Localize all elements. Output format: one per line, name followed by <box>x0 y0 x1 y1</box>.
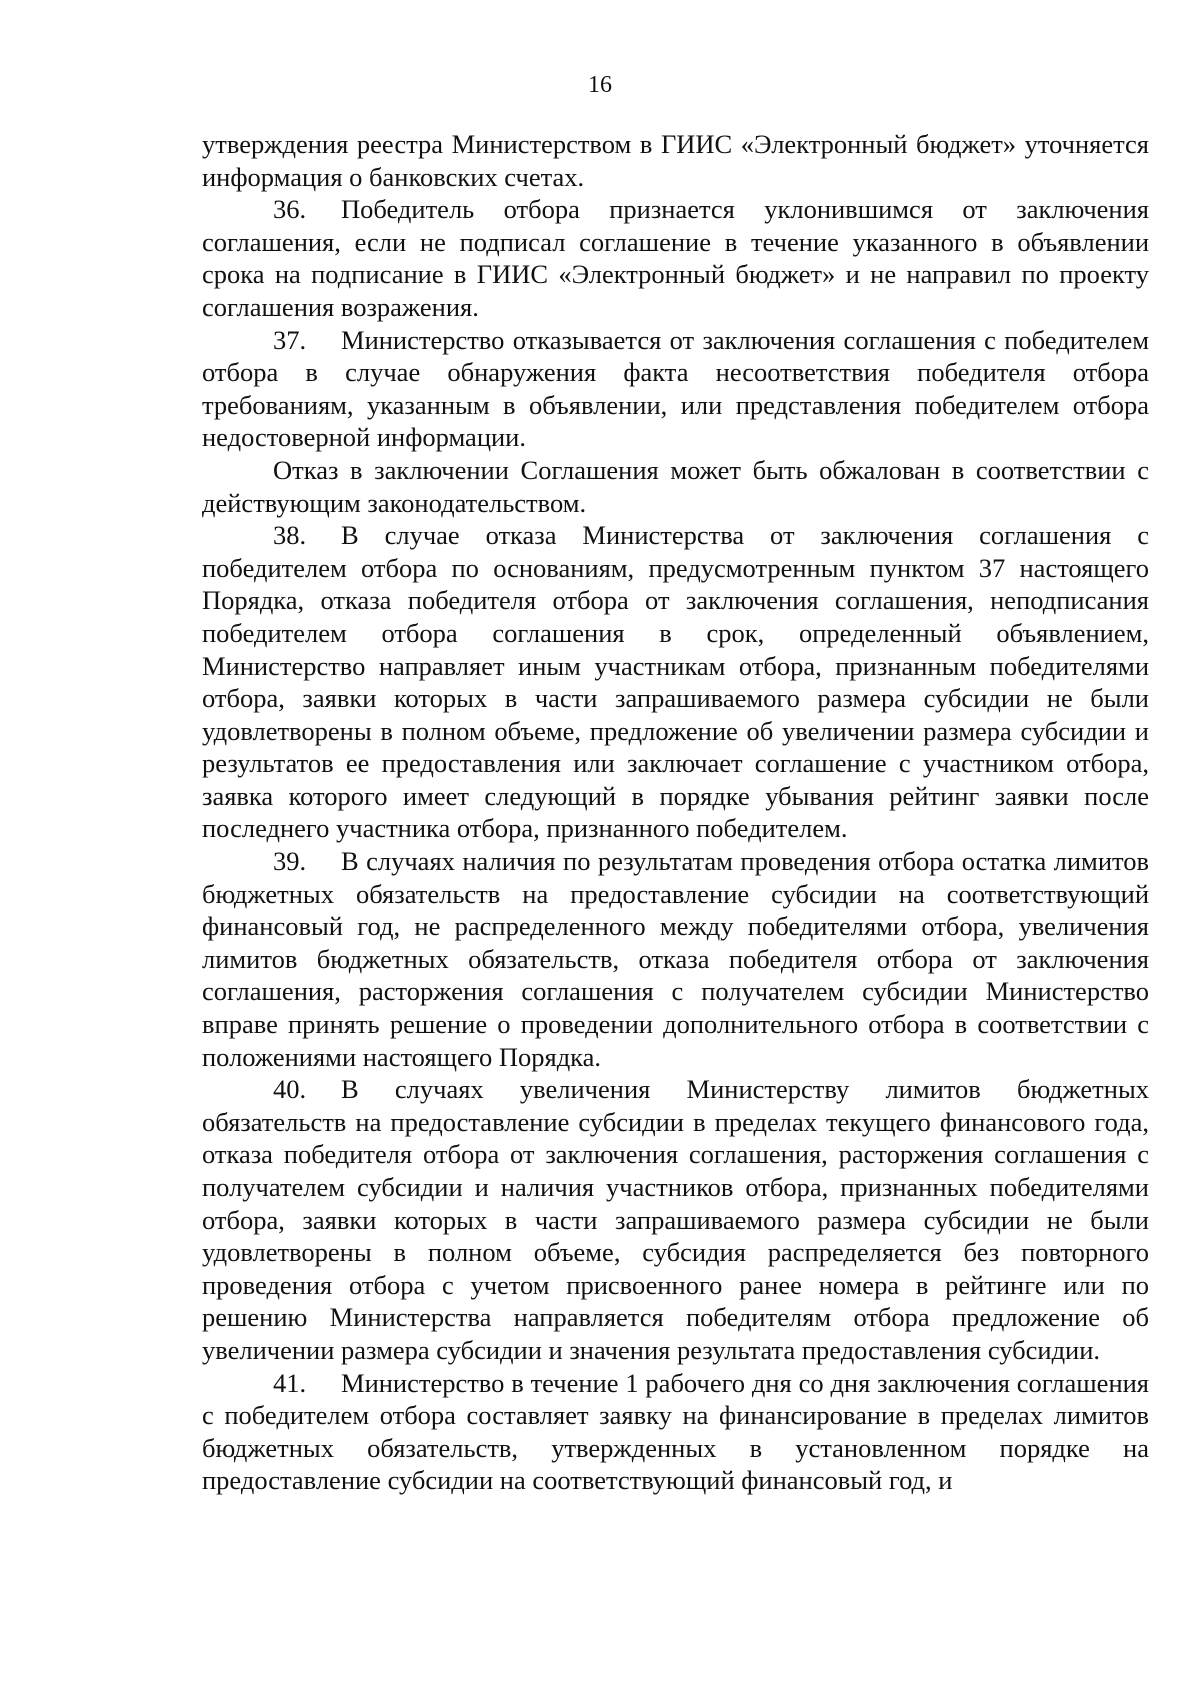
paragraph-refusal-appeal <box>202 454 1149 519</box>
paragraph-37 <box>202 324 1149 454</box>
paragraph-text: утверждения реестра Министерством в ГИИС «Электронный бюджет» уточняется информация о банковских счетах. <box>202 129 1149 192</box>
paragraph-continuation <box>202 128 1149 193</box>
paragraph-text: В случаях увеличения Министерству лимитов бюджетных обязательств на предоставление субсидии в пределах текущего финансового года, отказа победителя отбора от заключения соглашения, расторжения соглашения с получателем субсидии и наличия участников отбора, признанных победителями отбора, заявки которых в части запрашиваемого размера субсидии не были удовлетворены в полном объеме, субсидия распределяется без повторного проведения отбора с учетом присвоенного ранее номера в рейтинге или по решению Министерства направляется победителям отбора предложение об увеличении размера субсидии и значения результата предоставления субсидии. <box>202 1074 1149 1365</box>
paragraph-number: 39. <box>273 846 307 877</box>
paragraph-number: 36. <box>273 194 307 225</box>
document-body <box>202 128 1149 1497</box>
paragraph-text: Министерство в течение 1 рабочего дня со дня заключения соглашения с победителем отбора составляет заявку на финансирование в пределах лимитов бюджетных обязательств, утвержденных в установленном порядке на предоставление субсидии на соответствующий финансовый год, и <box>202 1367 1149 1496</box>
paragraph-number: 41. <box>273 1367 307 1398</box>
paragraph-number: 38. <box>273 520 307 551</box>
paragraph-40 <box>202 1073 1149 1366</box>
paragraph-38 <box>202 519 1149 845</box>
paragraph-text: Победитель отбора признается уклонившимся от заключения соглашения, если не подписал соглашение в течение указанного в объявлении срока на подписание в ГИИС «Электронный бюджет» и не направил по проекту соглашения возражения. <box>202 194 1149 322</box>
paragraph-text: В случаях наличия по результатам проведения отбора остатка лимитов бюджетных обязательств на предоставление субсидии на соответствующий финансовый год, не распределенного между победителями отбора, увеличения лимитов бюджетных обязательств, отказа победителя отбора от заключения соглашения, расторжения соглашения с получателем субсидии Министерство вправе принять решение о проведении дополнительного отбора в соответствии с положениями настоящего Порядка. <box>202 846 1149 1072</box>
paragraph-text: Министерство отказывается от заключения соглашения с победителем отбора в случае обнаружения факта несоответствия победителя отбора требованиям, указанным в объявлении, или представления победителем отбора недостоверной информации. <box>202 324 1149 453</box>
paragraph-39 <box>202 845 1149 1073</box>
paragraph-number: 37. <box>273 324 307 355</box>
page-number: 16 <box>588 72 612 98</box>
paragraph-text: В случае отказа Министерства от заключения соглашения с победителем отбора по основаниям, предусмотренным пунктом 37 настоящего Порядка, отказа победителя отбора от заключения соглашения, неподписания победителем отбора соглашения в срок, определенный объявлением, Министерство направляет иным участникам отбора, признанным победителями отбора, заявки которых в части запрашиваемого размера субсидии не были удовлетворены в полном объеме, предложение об увеличении размера субсидии и результатов ее предоставления или заключает соглашение с участником отбора, заявка которого имеет следующий в порядке убывания рейтинг заявки после последнего участника отбора, признанного победителем. <box>202 520 1149 844</box>
paragraph-41 <box>202 1367 1149 1497</box>
paragraph-text: Отказ в заключении Соглашения может быть обжалован в соответствии с действующим законодательством. <box>202 454 1149 518</box>
paragraph-number: 40. <box>273 1074 307 1105</box>
paragraph-36 <box>202 193 1149 323</box>
